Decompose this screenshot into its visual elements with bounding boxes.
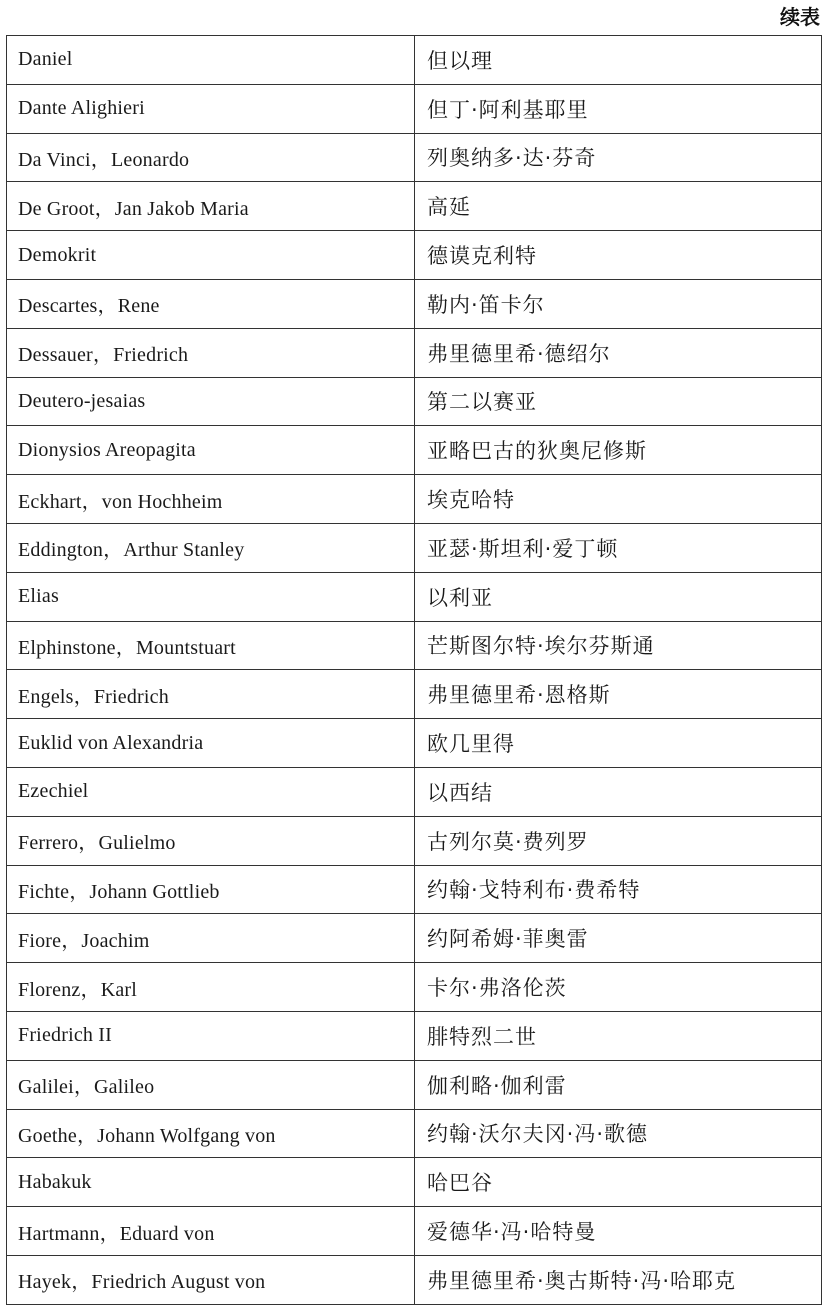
original-name-cell: Descartes，Rene <box>7 279 415 328</box>
original-name-cell: Engels，Friedrich <box>7 670 415 719</box>
original-name-cell: Demokrit <box>7 231 415 280</box>
original-name-cell: Hartmann，Eduard von <box>7 1207 415 1256</box>
original-name-cell: Eddington，Arthur Stanley <box>7 523 415 572</box>
table-row <box>7 475 822 524</box>
translated-name-cell: 列奥纳多·达·芬奇 <box>415 133 822 182</box>
translated-name-cell: 高延 <box>415 182 822 231</box>
original-name-cell: Galilei，Galileo <box>7 1060 415 1109</box>
table-row <box>7 670 822 719</box>
original-name-cell: Dante Alighieri <box>7 84 415 133</box>
table-row <box>7 1109 822 1158</box>
original-name-cell: Habakuk <box>7 1158 415 1207</box>
translated-name-cell: 古列尔莫·费列罗 <box>415 816 822 865</box>
translated-name-cell: 卡尔·弗洛伦茨 <box>415 963 822 1012</box>
continued-table-label: 续表 <box>780 5 820 29</box>
table-row <box>7 1060 822 1109</box>
original-name-cell: Friedrich II <box>7 1011 415 1060</box>
table-body <box>7 36 822 1305</box>
table-row <box>7 1158 822 1207</box>
original-name-cell: Ferrero，Gulielmo <box>7 816 415 865</box>
translated-name-cell: 以利亚 <box>415 572 822 621</box>
original-name-cell: Eckhart，von Hochheim <box>7 475 415 524</box>
original-name-cell: Euklid von Alexandria <box>7 719 415 768</box>
original-name-cell: Hayek，Friedrich August von <box>7 1255 415 1304</box>
table-row <box>7 377 822 426</box>
table-row <box>7 865 822 914</box>
table-row <box>7 426 822 475</box>
translated-name-cell: 亚瑟·斯坦利·爱丁顿 <box>415 523 822 572</box>
table-row <box>7 719 822 768</box>
translated-name-cell: 腓特烈二世 <box>415 1011 822 1060</box>
translated-name-cell: 弗里德里希·恩格斯 <box>415 670 822 719</box>
original-name-cell: Elphinstone，Mountstuart <box>7 621 415 670</box>
translated-name-cell: 约阿希姆·菲奥雷 <box>415 914 822 963</box>
original-name-cell: Fiore，Joachim <box>7 914 415 963</box>
table-row <box>7 572 822 621</box>
translated-name-cell: 弗里德里希·奥古斯特·冯·哈耶克 <box>415 1255 822 1304</box>
table-row <box>7 1011 822 1060</box>
table-row <box>7 231 822 280</box>
table-row <box>7 621 822 670</box>
translated-name-cell: 伽利略·伽利雷 <box>415 1060 822 1109</box>
original-name-cell: Dionysios Areopagita <box>7 426 415 475</box>
translated-name-cell: 第二以赛亚 <box>415 377 822 426</box>
translated-name-cell: 以西结 <box>415 767 822 816</box>
table-row <box>7 1255 822 1304</box>
translated-name-cell: 埃克哈特 <box>415 475 822 524</box>
original-name-cell: Goethe，Johann Wolfgang von <box>7 1109 415 1158</box>
translated-name-cell: 哈巴谷 <box>415 1158 822 1207</box>
translated-name-cell: 德谟克利特 <box>415 231 822 280</box>
table-row <box>7 36 822 85</box>
table-row <box>7 1207 822 1256</box>
original-name-cell: Fichte，Johann Gottlieb <box>7 865 415 914</box>
translated-name-cell: 欧几里得 <box>415 719 822 768</box>
original-name-cell: Dessauer，Friedrich <box>7 328 415 377</box>
table-row <box>7 963 822 1012</box>
translated-name-cell: 约翰·沃尔夫冈·冯·歌德 <box>415 1109 822 1158</box>
table-row <box>7 328 822 377</box>
table-row <box>7 914 822 963</box>
translated-name-cell: 但以理 <box>415 36 822 85</box>
table-row <box>7 133 822 182</box>
table-row <box>7 182 822 231</box>
original-name-cell: Deutero-jesaias <box>7 377 415 426</box>
translated-name-cell: 爱德华·冯·哈特曼 <box>415 1207 822 1256</box>
original-name-cell: Ezechiel <box>7 767 415 816</box>
original-name-cell: Florenz，Karl <box>7 963 415 1012</box>
translated-name-cell: 芒斯图尔特·埃尔芬斯通 <box>415 621 822 670</box>
table-row <box>7 523 822 572</box>
translated-name-cell: 约翰·戈特利布·费希特 <box>415 865 822 914</box>
translated-name-cell: 勒内·笛卡尔 <box>415 279 822 328</box>
translated-name-cell: 亚略巴古的狄奥尼修斯 <box>415 426 822 475</box>
original-name-cell: Elias <box>7 572 415 621</box>
table-row <box>7 279 822 328</box>
original-name-cell: Daniel <box>7 36 415 85</box>
table-row <box>7 767 822 816</box>
translated-name-cell: 但丁·阿利基耶里 <box>415 84 822 133</box>
original-name-cell: De Groot，Jan Jakob Maria <box>7 182 415 231</box>
table-row <box>7 816 822 865</box>
table-row <box>7 84 822 133</box>
name-translation-table <box>6 35 822 1305</box>
original-name-cell: Da Vinci，Leonardo <box>7 133 415 182</box>
translated-name-cell: 弗里德里希·德绍尔 <box>415 328 822 377</box>
